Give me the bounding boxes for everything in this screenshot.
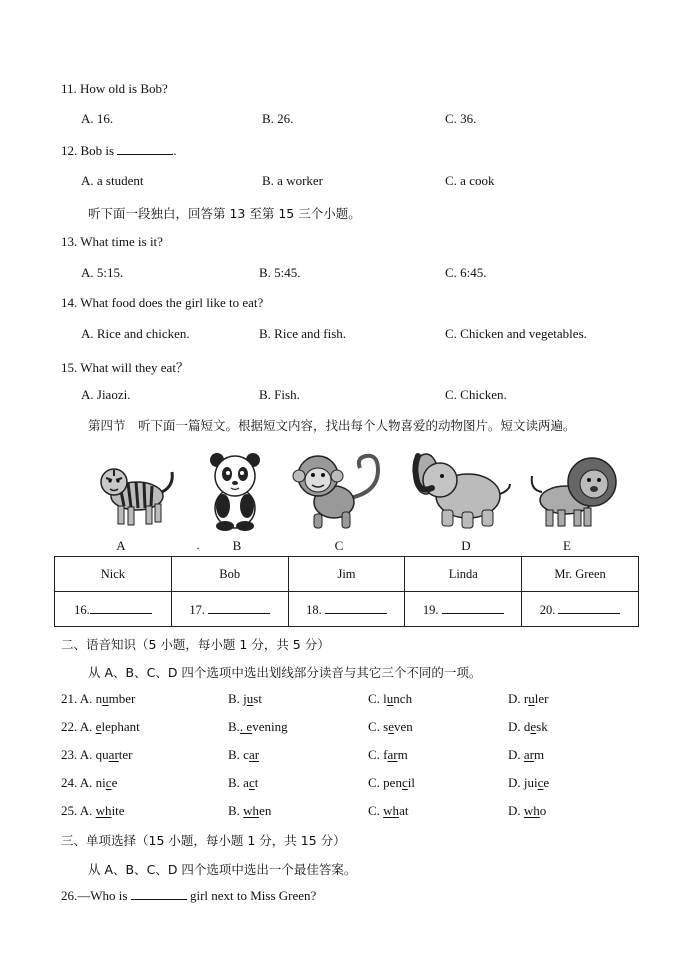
answer-number: 17. (189, 602, 205, 617)
answer-blank (208, 601, 270, 614)
word-part: C. l (368, 691, 387, 706)
underlined-letters: u (102, 691, 109, 706)
option-24-d (508, 775, 549, 791)
underlined-letters: ar (387, 747, 398, 762)
option-12-a: A. a student (81, 173, 144, 188)
word-part: at (399, 803, 409, 818)
question-11: 11. How old is Bob? (61, 81, 168, 96)
tiger-icon (92, 452, 176, 534)
word-part: qu (95, 747, 109, 762)
answer-blank (131, 888, 187, 900)
picture-label-a: A (116, 538, 126, 553)
question-number: 21. A. (61, 691, 93, 706)
part-3-heading: 三、单项选择（15 小题，每小题 1 分，共 15 分） (61, 833, 346, 848)
underlined-letters: wh (95, 803, 112, 818)
option-22-d (508, 719, 548, 735)
option-24-b (228, 775, 258, 791)
option-25-b (228, 803, 271, 819)
underlined-letters: u (246, 691, 254, 706)
word-part: t (254, 775, 259, 790)
word-part: D. d (508, 719, 531, 734)
word-part: m (534, 747, 545, 762)
word-part: o (539, 803, 547, 818)
question-12-end: . (173, 143, 177, 158)
underlined-letters: ar (523, 747, 534, 762)
option-13-b: B. 5:45. (259, 265, 301, 280)
word-part: B. (228, 803, 244, 818)
underlined-letters: . e (239, 719, 253, 734)
answer-blank (442, 601, 504, 614)
option-11-c: C. 36. (445, 111, 477, 126)
monkey-icon (290, 448, 385, 536)
option-25-c (368, 803, 408, 819)
word-part: st (253, 691, 262, 706)
option-12-c: C. a cook (445, 173, 495, 188)
question-23 (61, 747, 133, 763)
picture-label-e: E (563, 538, 571, 553)
option-15-a: A. Jiaozi. (81, 387, 131, 402)
question-number: 25. A. (61, 803, 93, 818)
underlined-letters: e (95, 719, 102, 734)
question-14: 14. What food does the girl like to eat? (61, 295, 264, 310)
elephant-icon (402, 444, 514, 536)
answer-cell[interactable] (171, 592, 288, 627)
word-part: D. jui (508, 775, 538, 790)
question-12 (61, 143, 177, 159)
option-21-b (228, 691, 262, 707)
word-part: e (111, 775, 118, 790)
word-part: mber (108, 691, 136, 706)
word-part: sk (536, 719, 548, 734)
word-part: ven (394, 719, 413, 734)
answer-blank (558, 601, 620, 614)
underlined-letters: c (401, 775, 408, 790)
question-number: 22. A. (61, 719, 93, 734)
question-26-stem: 26.—Who is (61, 888, 131, 903)
word-part: e (543, 775, 550, 790)
word-part: vening (252, 719, 288, 734)
word-part: ler (534, 691, 549, 706)
underlined-letters: u (528, 691, 535, 706)
option-15-c: C. Chicken. (445, 387, 507, 402)
table-row (55, 592, 639, 627)
word-part: il (407, 775, 415, 790)
option-13-a: A. 5:15. (81, 265, 124, 280)
listening-instruction: 听下面一段独白，回答第 13 至第 15 三个小题。 (88, 206, 361, 221)
option-11-a: A. 16. (81, 111, 114, 126)
panda-icon (203, 450, 267, 536)
option-21-c (368, 691, 412, 707)
answer-cell[interactable] (405, 592, 522, 627)
option-22-c (368, 719, 413, 735)
option-25-d (508, 803, 546, 819)
name-cell: Mr. Green (522, 557, 639, 592)
question-15: 15. What will they eat？ (61, 360, 189, 375)
picture-label-d: D (461, 538, 471, 553)
word-part: ite (111, 803, 125, 818)
underlined-letters: wh (243, 803, 260, 818)
word-part: B. j (228, 691, 247, 706)
word-part: D. (508, 747, 524, 762)
answer-blank (325, 601, 387, 614)
part-3-instruction: 从 A、B、C、D 四个选项中选出一个最佳答案。 (88, 862, 357, 877)
question-13: 13. What time is it? (61, 234, 163, 249)
lion-icon (528, 452, 620, 536)
answer-number: 19. (422, 602, 439, 617)
underlined-letters: ar (108, 747, 119, 762)
stray-dot: . (196, 538, 200, 552)
answer-number: 18. (306, 602, 322, 617)
underlined-letters: c (105, 775, 112, 790)
answer-number: 20. (539, 602, 556, 617)
word-part: m (397, 747, 408, 762)
word-part: C. (368, 803, 384, 818)
answer-number: 16. (74, 602, 90, 617)
word-part: ni (95, 775, 106, 790)
answer-cell[interactable] (522, 592, 639, 627)
question-number: 23. A. (61, 747, 93, 762)
option-23-b (228, 747, 259, 763)
word-part: C. pen (368, 775, 402, 790)
underlined-letters: wh (383, 803, 400, 818)
word-part: D. r (508, 691, 529, 706)
word-part: nch (393, 691, 413, 706)
word-part: B. (228, 719, 240, 734)
name-cell: Bob (171, 557, 288, 592)
picture-label-b: B (232, 538, 242, 553)
underlined-letters: e (388, 719, 395, 734)
picture-label-c: C (334, 538, 344, 553)
part-2-instruction: 从 A、B、C、D 四个选项中选出划线部分读音与其它三个不同的一项。 (88, 665, 482, 680)
word-part: en (259, 803, 272, 818)
option-24-c (368, 775, 415, 791)
answer-blank (117, 143, 173, 155)
underlined-letters: u (386, 691, 394, 706)
name-cell: Linda (405, 557, 522, 592)
word-part: ter (118, 747, 133, 762)
matching-table (54, 556, 639, 627)
question-24 (61, 775, 117, 791)
word-part: C. s (368, 719, 389, 734)
word-part: D. (508, 803, 524, 818)
word-part: B. a (228, 775, 249, 790)
option-12-b: B. a worker (262, 173, 324, 188)
option-15-b: B. Fish. (259, 387, 300, 402)
option-22-b (228, 719, 288, 735)
name-cell: Jim (288, 557, 405, 592)
word-part: C. f (368, 747, 388, 762)
underlined-letters: c (248, 775, 255, 790)
underlined-letters: wh (523, 803, 540, 818)
underlined-letters: ar (248, 747, 260, 762)
word-part: B. c (228, 747, 249, 762)
question-number: 24. A. (61, 775, 93, 790)
option-23-c (368, 747, 408, 763)
option-13-c: C. 6:45. (445, 265, 487, 280)
word-part: n (95, 691, 103, 706)
underlined-letters: c (537, 775, 544, 790)
question-26 (61, 888, 316, 904)
question-21 (61, 691, 135, 707)
question-25 (61, 803, 125, 819)
question-26-end: girl next to Miss Green? (186, 888, 317, 903)
answer-cell[interactable] (55, 592, 172, 627)
option-14-b: B. Rice and fish. (259, 326, 347, 341)
part-2-heading: 二、语音知识（5 小题，每小题 1 分，共 5 分） (61, 637, 330, 652)
underlined-letters: e (530, 719, 537, 734)
answer-cell[interactable] (288, 592, 405, 627)
name-cell: Nick (55, 557, 172, 592)
question-22 (61, 719, 140, 735)
option-14-c: C. Chicken and vegetables. (445, 326, 587, 341)
section-4-title: 第四节 听下面一篇短文。根据短文内容，找出每个人物喜爱的动物图片。短文读两遍。 (88, 418, 576, 433)
question-12-stem: 12. Bob is (61, 143, 118, 158)
answer-blank (90, 601, 152, 614)
option-14-a: A. Rice and chicken. (81, 326, 190, 341)
option-23-d (508, 747, 544, 763)
option-21-d (508, 691, 548, 707)
option-11-b: B. 26. (262, 111, 294, 126)
word-part: lephant (101, 719, 140, 734)
table-row (55, 557, 639, 592)
